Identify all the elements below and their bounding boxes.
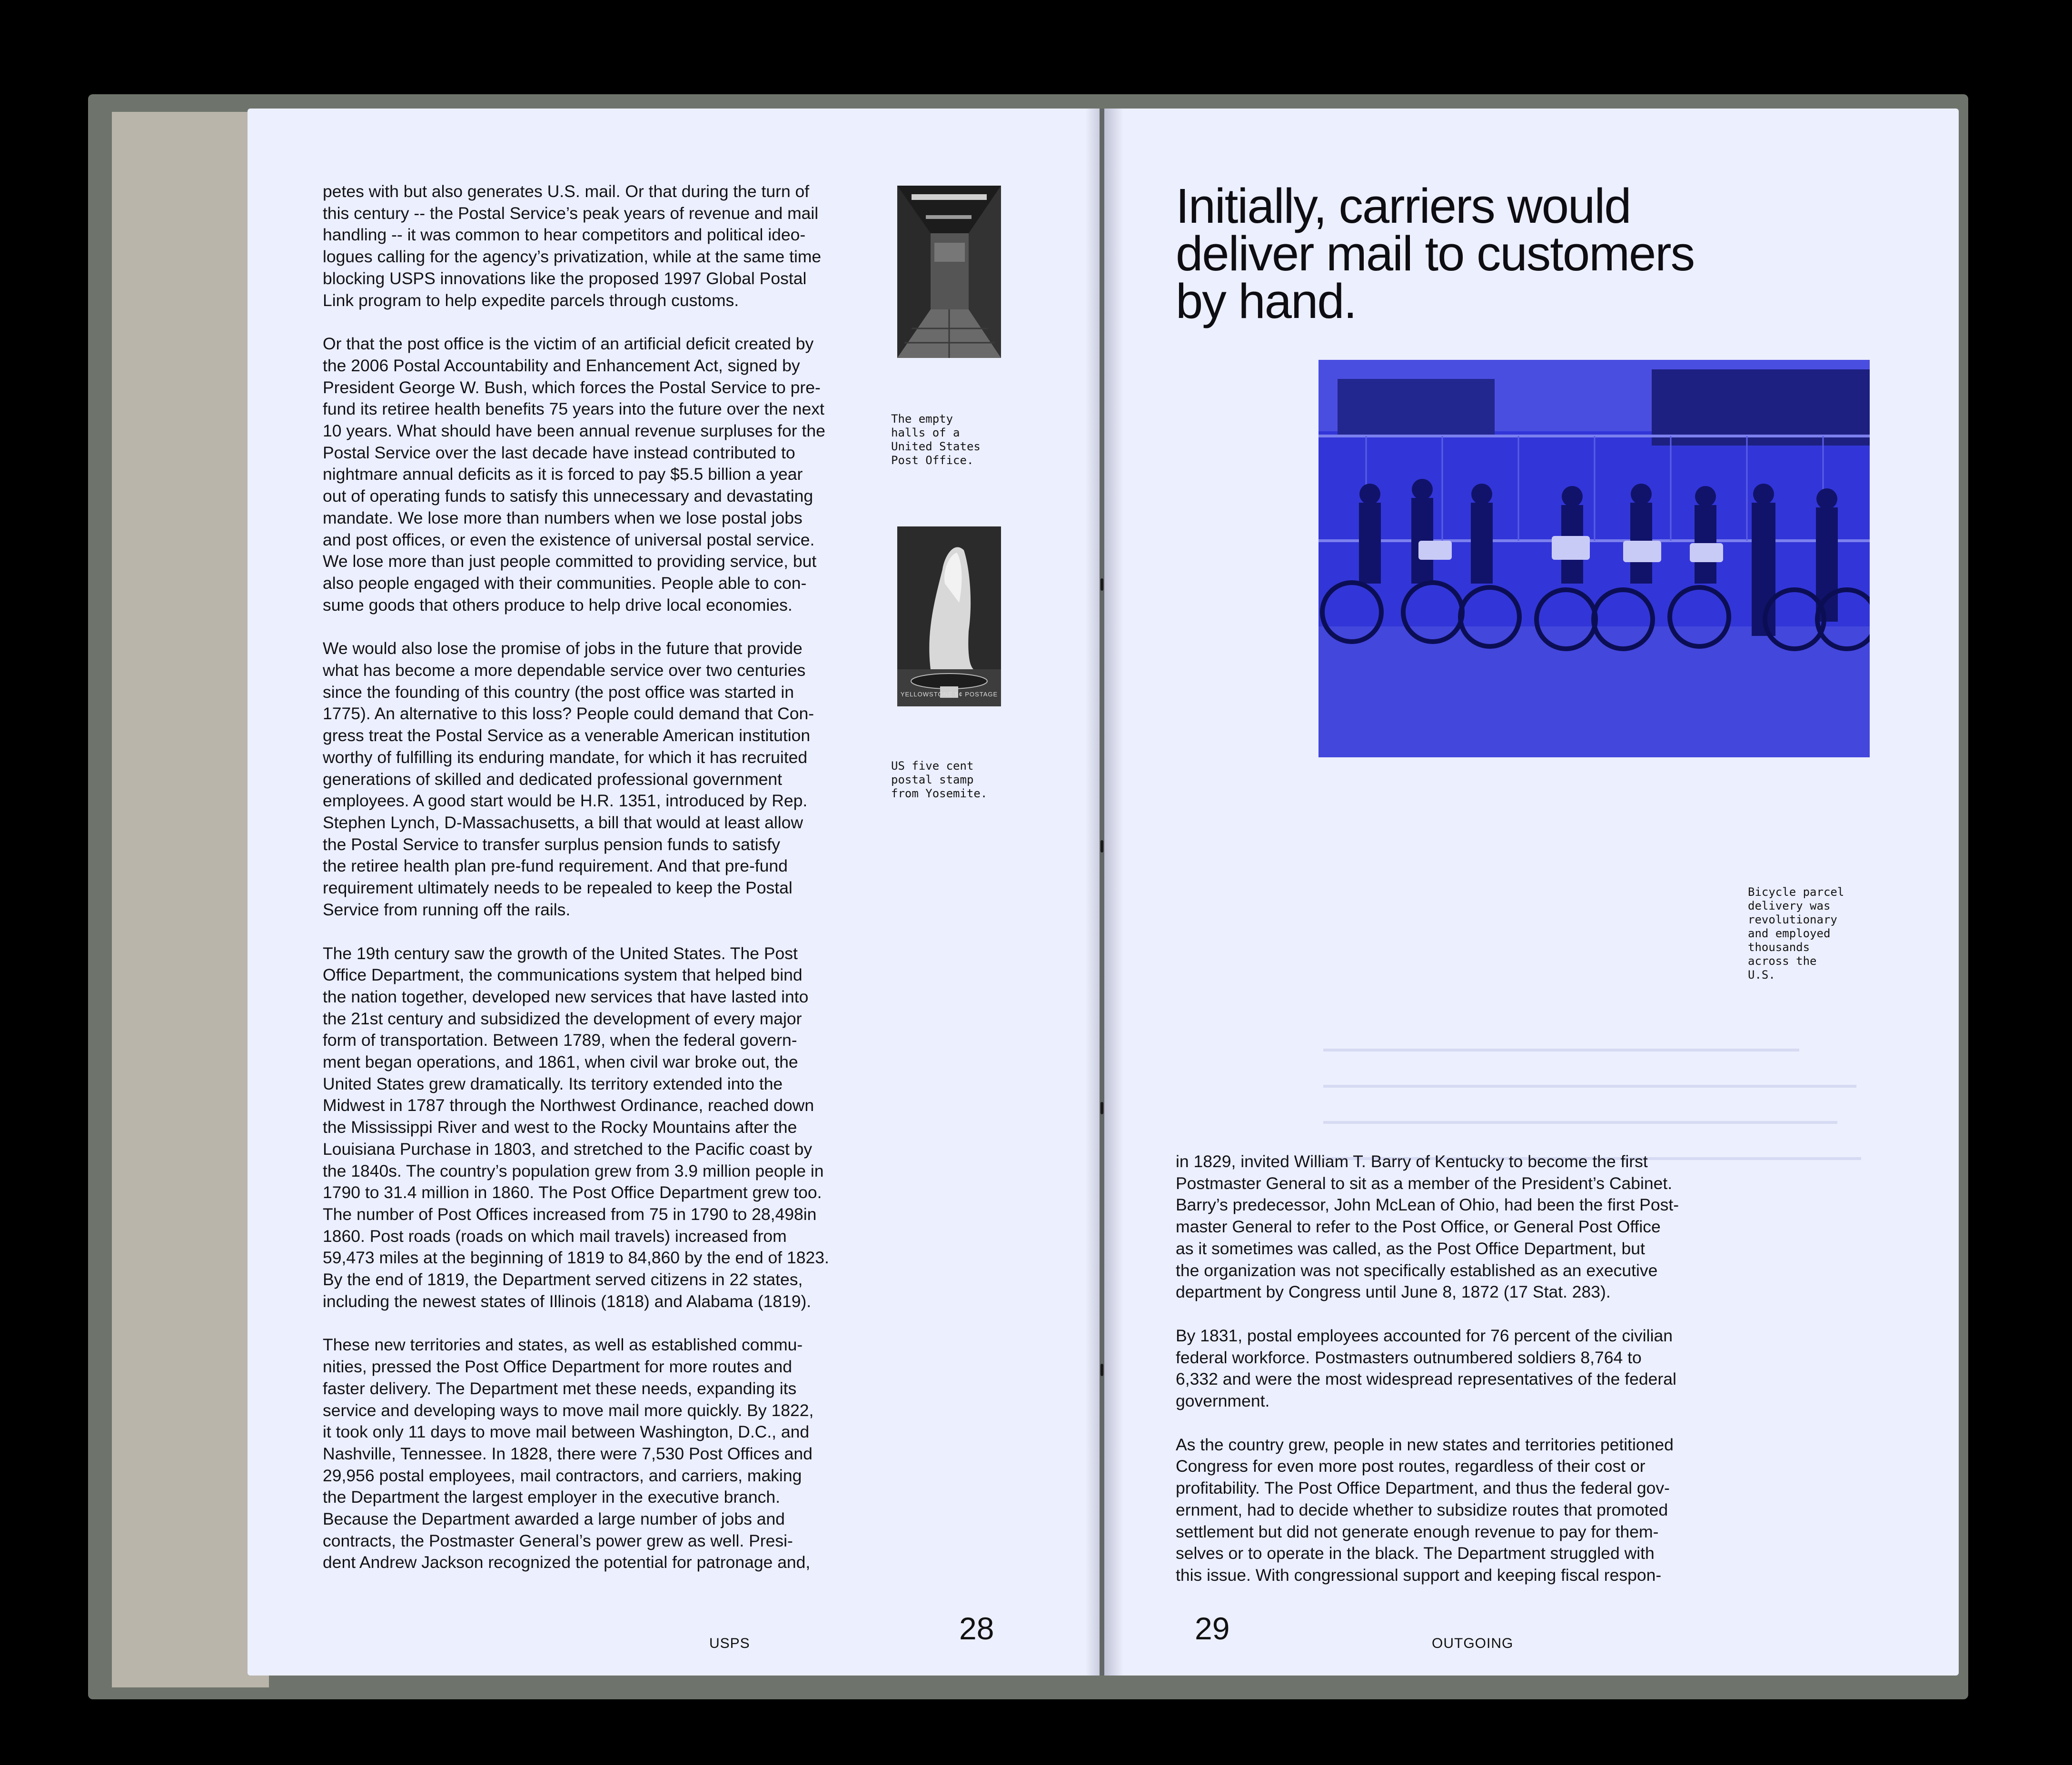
book-gutter	[1085, 109, 1123, 1676]
stamp-lettering: YELLOWSTONE 5¢ POSTAGE	[900, 691, 998, 698]
paragraph: These new territories and states, as well as established commu- nities, pressed the Post Office Department for more routes and faster delivery. The Department met these needs, expanding its service and developing ways to move mail more quickly. By 1822, it took only 11 days to move mail between Washington, D.C., and Nashville, Tennessee. In 1828, there were 7,530 Post Offices and 29,956 postal employees, mail contractors, and carriers, making the Department the largest employer in the executive branch. Because the Department awarded a large number of jobs and contracts, the Postmaster General’s power grew as well. Presi- dent Andrew Jackson recognized the potential for patronage and,	[323, 1335, 814, 1572]
yellowstone-stamp-photo	[897, 526, 1001, 706]
paragraph: petes with but also generates U.S. mail. Or that during the turn of this century -- the Postal Service’s peak years of revenue and mail handling -- it was common to hear competitors and political ideo- logues calling for the agency’s privatization, while at the same time blocking USPS innovations like the proposed 1997 Global Postal Link program to help expedite parcels through customs.	[323, 182, 822, 310]
paragraph: By 1831, postal employees accounted for 76 percent of the civilian federal workforce. Postmasters outnumbered soldiers 8,764 to 6,332 and were the most widespread representatives of the federal government.	[1176, 1326, 1676, 1411]
right-section-title: OUTGOING	[1432, 1636, 1514, 1651]
left-page	[248, 109, 1100, 1676]
right-page-body	[1176, 1151, 1709, 1608]
binding-stitch	[1100, 1102, 1103, 1114]
left-page-number: 28	[959, 1611, 994, 1646]
left-page-body	[323, 181, 875, 1596]
endpaper	[112, 112, 269, 1687]
stamp-photo-caption: US five cent postal stamp from Yosemite.	[891, 759, 988, 800]
hallway-image	[897, 186, 1001, 358]
bicycle-photo-caption: Bicycle parcel delivery was revolutionary and employed thousands across the U.S.	[1748, 885, 1844, 982]
carriers-image	[1319, 360, 1870, 757]
left-section-title: USPS	[709, 1636, 750, 1651]
binding-stitch	[1100, 840, 1103, 853]
hall-photo-caption: The empty halls of a United States Post Office.	[891, 412, 981, 467]
post-office-hall-photo	[897, 186, 1001, 358]
headline: Initially, carriers would deliver mail to customers by hand.	[1176, 178, 1695, 328]
right-page	[1104, 109, 1959, 1676]
binding-stitch	[1100, 578, 1103, 591]
paragraph: We would also lose the promise of jobs in the future that provide what has become a more dependable service over two centuries since the founding of this country (the post office was started in 1775). An alternative to this loss? People could demand that Con- gress treat the Postal Service as a venerable American institution worthy of fulfilling its enduring mandate, for which it has recruited generations of skilled and dedicated professional government employees. A good start would be H.R. 1351, introduced by Rep. Stephen Lynch, D-Massachusetts, a bill that would at least allow the Postal Service to transfer surplus pension funds to satisfy the retiree health plan pre-fund requirement. And that pre-fund requirement ultimately needs to be repealed to keep the Postal Service from running off the rails.	[323, 639, 814, 919]
stamp-image	[897, 526, 1001, 706]
paragraph: in 1829, invited William T. Barry of Kentucky to become the first Postmaster General to sit as a member of the President’s Cabinet. Barry’s predecessor, John McLean of Ohio, had been the first Post- master General to refer to the Post Office, or General Post Office as it sometimes was called, as the Post Office Department, but the organization was not specifically established as an executive department by Congress until June 8, 1872 (17 Stat. 283).	[1176, 1152, 1679, 1302]
paragraph: Or that the post office is the victim of an artificial deficit created by the 2006 Postal Accountability and Enhancement Act, signed by President George W. Bush, which forces the Postal Service to pre- fund its retiree health benefits 75 years into the future over the next 10 years. What should have been annual revenue surpluses for the Postal Service over the last decade have instead contributed to nightmare annual deficits as it is forced to pay $5.5 billion a year out of operating funds to satisfy this unnecessary and devastating mandate. We lose more than numbers when we lose postal jobs and post offices, or even the existence of universal postal service. We lose more than just people committed to providing service, but also people engaged with their communities. People able to con- sume goods that others produce to help drive local economies.	[323, 334, 825, 615]
paragraph: As the country grew, people in new states and territories petitioned Congress for even more post routes, regardless of their cost or profitability. The Post Office Department, and thus the federal gov- ernment, had to decide whether to subsidize routes that promoted settlement but did not generate enough revenue to pay for them- selves or to operate in the black. The Department struggled with this issue. With congressional support and keeping fiscal respon-	[1176, 1435, 1674, 1585]
paragraph: The 19th century saw the growth of the United States. The Post Office Department, the communications system that helped bind the nation together, developed new services that have lasted into the 21st century and subsidized the development of every major form of transportation. Between 1789, when the federal govern- ment began operations, and 1861, when civil war broke out, the United States grew dramatically. Its territory extended into the Midwest in 1787 through the Northwest Ordinance, reached down the Mississippi River and west to the Rocky Mountains after the Louisiana Purchase in 1803, and stretched to the Pacific coast by the 1840s. The country’s population grew from 3.9 million people in 1790 to 31.4 million in 1860. The Post Office Department grew too. The number of Post Offices increased from 75 in 1790 to 28,498in 1860. Post roads (roads on which mail travels) increased from 59,473 miles at the beginning of 1819 to 84,860 by the end of 1823. By the end of 1819, the Department served citizens in 22 states, including the newest states of Illinois (1818) and Alabama (1819).	[323, 943, 829, 1311]
right-page-number: 29	[1195, 1611, 1230, 1646]
binding-stitch	[1100, 1364, 1103, 1376]
bicycle-carriers-photo	[1319, 360, 1870, 757]
